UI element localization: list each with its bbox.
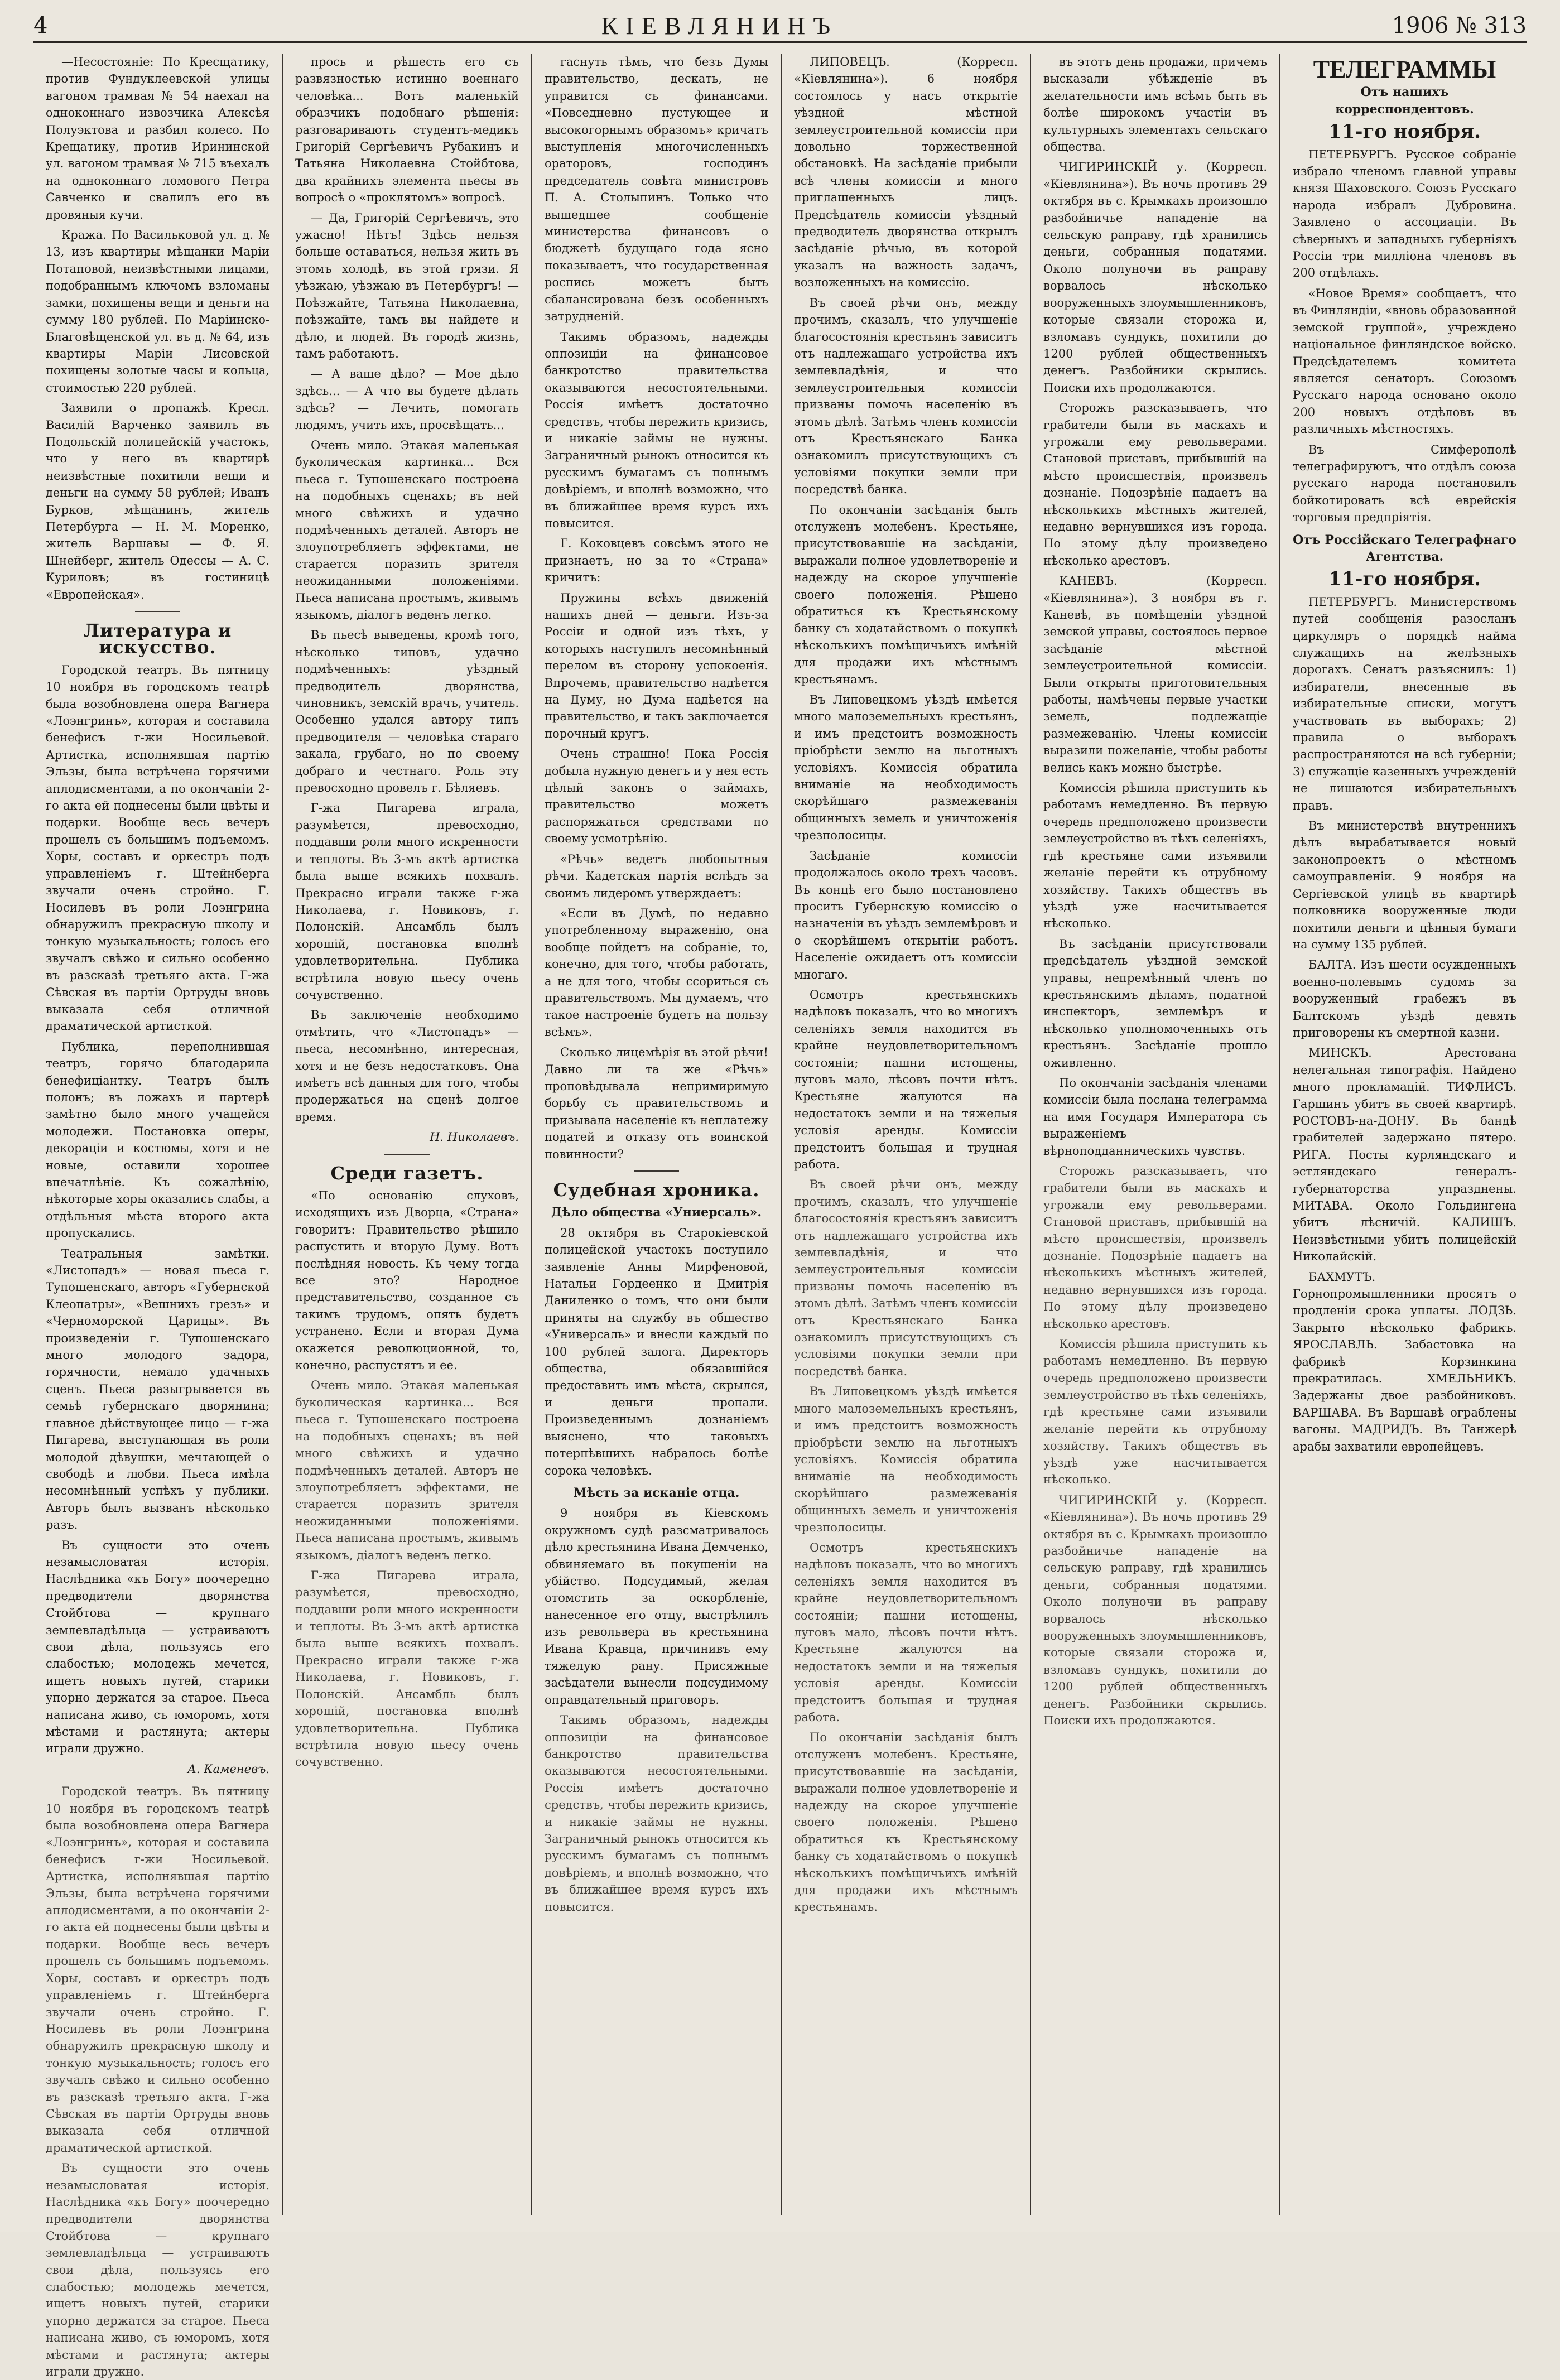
telegram-item: МИНСКЪ. Арестована нелегальная типографiя. Найдено много прокламацiй. ТИФЛИСЪ. Гаршинъ убитъ въ своей квартирѣ. РОСТОВЪ-на-ДОНУ. Въ бандѣ грабителей задержано пятеро. РИГА. Посты курляндскаго и эстляндскаго генералъ-губернаторства упразднены. МИТАВА. Около Гольдингена убитъ лѣсничiй. КАЛИШЪ. Неизвѣстными убитъ полицейскiй Николайскiй. (1293, 1046, 1516, 1264)
issue-number: 1906 № 313 (1392, 13, 1527, 38)
article-paragraph: Публика, переполнившая театръ, горячо благодарила бенефиціантку. Театръ былъ полонъ; въ ложахъ и партерѣ замѣтно было много учащейся молодежи. Постановка оперы, декорацiи и костюмы, хотя и не новые, оставили хорошее впечатлѣнiе. Къ сожалѣнiю, нѣкоторые хоры оказались слабы, а отдѣльныя мѣста второго акта пропускались. (46, 1039, 269, 1240)
article-paragraph: «Рѣчь» ведетъ любопытныя рѣчи. Кадетская партiя вслѣдъ за своимъ лидеромъ утверждаетъ: (545, 852, 768, 900)
article-paragraph: Комиссiя рѣшила приступить къ работамъ немедленно. Въ первую очередь предположено произвести землеустройство въ тѣхъ селенiяхъ, гдѣ крестьяне сами изъявили желанiе перейти къ отрубному хозяйству. Такихъ обществъ въ уѣздѣ уже насчитывается нѣсколько. (1043, 781, 1267, 931)
telegram-item: ПЕТЕРБУРГЪ. Министерствомъ путей сообщенiя разосланъ циркуляръ о порядкѣ найма служащихъ на желѣзныхъ дорогахъ. Сенатъ разъяснилъ: 1) избиратели, внесенные въ избирательные списки, могутъ участвовать въ выборахъ; 2) правила о выборахъ распространяются на всѣ губернiи; 3) служащiе казенныхъ учрежденiй не лишаются избирательныхъ правъ. (1293, 595, 1516, 812)
telegram-item: БАЛТА. Изъ шести осужденныхъ военно-полевымъ судомъ за вооруженный грабежъ въ Балтскомъ уѣздѣ девять приговорены къ смертной казни. (1293, 958, 1516, 1039)
article-paragraph: Въ Липовецкомъ уѣздѣ имѣется много малоземельныхъ крестьянъ, и имъ предстоитъ возможность прiобрѣсти землю на льготныхъ условiяхъ. Комиссiя обратила вниманiе на необходимость скорѣйшаго размежеванiя общинныхъ земель и уничтоженiя чрезполосицы. (794, 1385, 1018, 1534)
column-3 (532, 54, 782, 2215)
article-paragraph: КАНЕВЪ. (Корресп. «Кiевлянина»). 3 ноября въ г. Каневѣ, въ помѣщенiи уѣздной земской управы, состоялось первое засѣданiе мѣстной землеустроительной комиссiи. Были открыты приготовительныя работы, намѣчены первые участки земель, подлежащiе размежеванiю. Члены комиссiи выразили пожеланiе, чтобы работы велись какъ можно быстрѣе. (1043, 574, 1267, 774)
article-paragraph: Г-жа Пигарева играла, разумѣется, превосходно, поддавши роли много искренности и теплоты. Въ 3-мъ актѣ артистка была выше всякихъ похвалъ. Прекрасно играли также г-жа Николаева, г. Новиковъ, г. Полонскій. Ансамбль былъ хорошiй, постановка вполнѣ удовлетворительна. Публика встрѣтила новую пьесу очень сочувственно. (295, 801, 519, 1001)
article-paragraph: — Да, Григорій Сергѣевичъ, это ужасно! Нѣтъ! Здѣсь нельзя больше оставаться, нельзя жить въ этомъ холодѣ, въ этой грязи. Я уѣзжаю, уѣзжаю въ Петербургъ! — Поѣзжайте, Татьяна Николаевна, поѣзжайте, тамъ вы найдете и дѣло, и людей. Въ городѣ жизнь, тамъ работаютъ. (295, 211, 519, 360)
telegram-date: 11-го ноября. (1328, 568, 1481, 591)
article-paragraph: Комиссiя рѣшила приступить къ работамъ немедленно. Въ первую очередь предположено произвести землеустройство въ тѣхъ селенiяхъ, гдѣ крестьяне сами изъявили желанiе перейти къ отрубному хозяйству. Такихъ обществъ въ уѣздѣ уже насчитывается нѣсколько. (1043, 1337, 1267, 1487)
article-paragraph: Въ пьесѣ выведены, кромѣ того, нѣсколько типовъ, удачно подмѣченныхъ: уѣздный предводитель дворянства, чиновникъ, земскій врачъ, учитель. Особенно удался автору типъ предводителя — человѣка стараго закала, грубаго, но по своему добраго и честнаго. Роль эту превосходно провелъ г. Бѣляевъ. (295, 628, 519, 795)
column-6-telegrams (1280, 54, 1529, 2215)
article-paragraph: Въ сущности это очень незамысловатая исторiя. Наслѣдника «къ Богу» поочередно предводители дворянства Стойбтова — крупнаго землевладѣльца — устраиваютъ свои дѣла, пользуясь его слабостью; молодежь мечется, ищетъ новыхъ путей, старики упорно держатся за старое. Пьеса написана живо, съ юморомъ, хотя мѣстами и растянута; актеры играли дружно. (46, 1538, 269, 1756)
article-paragraph: 28 октября въ Старокiевской полицейской участокъ поступило заявленiе Анны Мирфеновой, Натальи Гордеенко и Дмитрiя Даниленко о томъ, что они были приняты на службу въ общество «Универсаль» и внесли каждый по 100 рублей залога. Директоръ общества, обязавшійся предоставить имъ мѣста, скрылся, и деньги пропали. Произведеннымъ дознанiемъ выяснено, что таковыхъ потерпѣвшихъ набралось болѣе сорока человѣкъ. (545, 1226, 768, 1477)
article-paragraph: Очень страшно! Пока Россiя добыла нужную денегъ и у нея есть цѣлый законъ о займахъ, правительство можетъ распоряжаться средствами по своему усмотрѣнiю. (545, 747, 768, 846)
article-paragraph: Сколько лицемѣрiя въ этой рѣчи! Давно ли та же «Рѣчь» проповѣдывала непримиримую борьбу съ правительствомъ и призывала населенiе къ неплатежу податей и отказу отъ воинской повинности? (545, 1046, 768, 1161)
section-title-telegrams: ТЕЛЕГРАММЫ (1313, 56, 1496, 83)
article-paragraph: По окончанiи засѣданiя членами комиссiи была послана телеграмма на имя Государя Императора съ выраженiемъ вѣрноподданническихъ чувствъ. (1043, 1076, 1267, 1158)
article-paragraph: въ этотъ день продажи, причемъ высказали убѣжденiе въ желательности имъ всѣмъ быть въ болѣе широкомъ участiи въ культурныхъ элементахъ сельскаго общества. (1043, 55, 1267, 154)
article-paragraph: Засѣданiе комиссiи продолжалось около трехъ часовъ. Въ концѣ его было постановлено просить Губернскую комиссiю о назначенiи въ уѣздъ землемѣровъ и о скорѣйшемъ открытiи работъ. Населенiе ожидаетъ отъ комиссiи многаго. (794, 849, 1018, 981)
article-paragraph: Осмотръ крестьянскихъ надѣловъ показалъ, что во многихъ селенiяхъ земля находится въ крайне неудовлетворительномъ состоянiи; пашни истощены, луговъ мало, лѣсовъ почти нѣтъ. Крестьяне жалуются на недостатокъ земли и на тяжелыя условiя аренды. Комиссiи предстоитъ большая и трудная работа. (794, 987, 1018, 1171)
article-paragraph: Осмотръ крестьянскихъ надѣловъ показалъ, что во многихъ селенiяхъ земля находится въ крайне неудовлетворительномъ состоянiи; пашни истощены, луговъ мало, лѣсовъ почти нѣтъ. Крестьяне жалуются на недостатокъ земли и на тяжелыя условiя аренды. Комиссiи предстоитъ большая и трудная работа. (794, 1540, 1018, 1724)
article-paragraph: Такимъ образомъ, надежды оппозицiи на финансовое банкротство правительства оказываются несостоятельными. Россiя имѣетъ достаточно средствъ, чтобы пережить кризисъ, и никакiе займы не нужны. Заграничный рынокъ относится къ русскимъ бумагамъ съ полнымъ довѣрiемъ, и вполнѣ возможно, что въ ближайшее время курсъ ихъ повысится. (545, 1713, 768, 1914)
article-paragraph: ЧИГИРИНСКIЙ у. (Корресп. «Кiевлянина»). Въ ночь противъ 29 октября въ с. Крымкахъ произошло разбойничье нападенiе на сельскую раправу, гдѣ хранились деньги, собранныя податями. Около полуночи въ раправу ворвалось нѣсколько вооруженныхъ злоумышленниковъ, которые связали сторожа и, взломавъ сундукъ, похитили до 1200 рублей общественныхъ денегъ. Разбойники скрылись. Поиски ихъ продолжаются. (1043, 1493, 1267, 1727)
telegram-item: БАХМУТЪ. Горнопромышленники просятъ о продленiи срока уплаты. ЛОДЗЬ. Закрыто нѣсколько фабрикъ. ЯРОСЛАВЛЬ. Забастовка на фабрикѣ Корзинкина прекратилась. ХМЕЛЬНИКЪ. Задержаны двое разбойниковъ. ВАРШАВА. Въ Варшавѣ ограблены вагоны. МАДРИДЪ. Въ Танжерѣ арабы захватили европейцевъ. (1293, 1270, 1516, 1453)
column-4 (782, 54, 1031, 2215)
telegram-item: Въ министерствѣ внутреннихъ дѣлъ вырабатывается новый законопроектъ о мѣстномъ самоуправленiи. 9 ноября на Сергiевской улицѣ въ квартирѣ полковника вооруженные люди похитили деньги и цѣнныя бумаги на сумму 135 рублей. (1293, 819, 1516, 951)
telegram-date: 11-го ноября. (1328, 121, 1481, 143)
author-signature: Н. Николаевъ. (430, 1130, 519, 1144)
article-paragraph: Такимъ образомъ, надежды оппозицiи на финансовое банкротство правительства оказываются несостоятельными. Россiя имѣетъ достаточно средствъ, чтобы пережить кризисъ, и никакiе займы не нужны. Заграничный рынокъ относится къ русскимъ бумагамъ съ полнымъ довѣрiемъ, и вполнѣ возможно, что въ ближайшее время курсъ ихъ повысится. (545, 330, 768, 530)
agency-title: Отъ Россiйскаго Телеграфнаго Агентства. (1293, 532, 1516, 564)
article-paragraph: Въ засѣданiи присутствовали предсѣдатель уѣздной земской управы, непремѣнный членъ по крестьянскимъ дѣламъ, податной инспекторъ, землемѣръ и нѣсколько уполномоченныхъ отъ крестьянъ. Засѣданiе прошло оживленно. (1043, 937, 1267, 1069)
article-subtitle: Мѣсть за исканiе отца. (573, 1485, 740, 1500)
section-title-court: Судебная хроника. (553, 1179, 760, 1201)
article-paragraph: Г. Коковцевъ совсѣмъ этого не признаетъ, но за то «Страна» кричитъ: (545, 537, 768, 585)
telegrams-subtitle: Отъ нашихъ корреспондентовъ. (1335, 85, 1474, 117)
article-paragraph: — А ваше дѣло? — Мое дѣло здѣсь... — А что вы будете дѣлать здѣсь? — Лечить, помогать людямъ, учить ихъ, просвѣщать... (295, 367, 519, 432)
article-paragraph: прось и рѣшесть его съ развязностью истинно военнаго человѣка... Вотъ маленькій образчикъ подобнаго рѣшенiя: разговариваютъ студентъ-медикъ Григорій Сергѣевичъ Рубакинъ и Татьяна Николаевна Стойбтова, два крайнихъ элемента пьесы въ вопросѣ о «проклятомъ» вопросѣ. (295, 55, 519, 205)
masthead (33, 10, 1527, 43)
article-paragraph: 9 ноября въ Кiевскомъ окружномъ судѣ разсматривалось дѣло крестьянина Ивана Демченко, обвиняемаго въ покушенiи на убiйство. Подсудимый, желая отомстить за оскорбленiе, нанесенное его отцу, выстрѣлилъ изъ револьвера въ крестьянина Ивана Кравца, причинивъ ему тяжелую рану. Присяжные засѣдатели вынесли подсудимому оправдательный приговоръ. (545, 1506, 768, 1707)
columns (33, 54, 1529, 2379)
article-paragraph: Въ своей рѣчи онъ, между прочимъ, сказалъ, что улучшенiе благосостоянiя крестьянъ зависитъ отъ надлежащаго устройства ихъ землевладѣнiя, и что землеустроительныя комиссiи призваны помочь населенiю въ этомъ дѣлѣ. Затѣмъ членъ комиссiи отъ Крестьянскаго Банка ознакомилъ присутствующихъ съ условiями покупки земли при посредствѣ банка. (794, 1178, 1018, 1378)
chronicle-item: Заявили о пропажѣ. Кресл. Василій Варченко заявилъ въ Подольскій полицейскій участокъ, что у него въ квартирѣ неизвѣстные похитили вещи и деньги на сумму 58 рублей; Иванъ Бурков, мѣщанинъ, житель Петербурга — Н. М. Моренко, житель Варшавы — Ф. Я. Шнейберг, житель Одессы — А. С. Куриловъ; въ гостиницѣ «Европейская». (46, 401, 269, 601)
divider (634, 1170, 679, 1172)
newspaper-title: КІЕВЛЯНИНЪ (601, 12, 839, 40)
page-number: 4 (33, 13, 48, 38)
article-paragraph: ЧИГИРИНСКIЙ у. (Корресп. «Кiевлянина»). Въ ночь противъ 29 октября въ с. Крымкахъ произошло разбойничье нападенiе на сельскую раправу, гдѣ хранились деньги, собранныя податями. Около полуночи въ раправу ворвалось нѣсколько вооруженныхъ злоумышленниковъ, которые связали сторожа и, взломавъ сундукъ, похитили до 1200 рублей общественныхъ денегъ. Разбойники скрылись. Поиски ихъ продолжаются. (1043, 160, 1267, 394)
article-paragraph: Очень мило. Этакая маленькая буколическая картинка... Вся пьеса г. Тупошенскаго построена на подобныхъ сценахъ; въ ней много свѣжихъ и удачно подмѣченныхъ деталей. Авторъ не злоупотребляетъ эффектами, не старается поразить зрителя неожиданными положенiями. Пьеса написана простымъ, живымъ языкомъ, дiалогъ веденъ легко. (295, 438, 519, 622)
chronicle-item: —Несостоянiе: По Кресщатику, против Фундуклеевской улицы вагоном трамвая № 54 наехал на одноконнаго извозчика Алексѣя Полуэктова и разбил колесо. По Крещатику, против Ирининской ул. вагоном трамвая № 715 въехалъ на одноконнаго ломового Петра Савченко и свалилъ его въ дровяныя кучи. (46, 55, 269, 221)
telegram-item: «Новое Время» сообщаетъ, что въ Финляндiи, «вновь образованной земской группой», учреждено національное финляндское войско. Предсѣдателемъ комитета является сенаторъ. Союзомъ Русскаго народа основано около 200 новыхъ отдѣловъ въ различныхъ мѣстностяхъ. (1293, 286, 1516, 436)
article-paragraph: «По основанiю слуховъ, исходящихъ изъ Дворца, «Страна» говоритъ: Правительство рѣшило распустить и вторую Думу. Вотъ послѣдняя новость. Къ чему тогда все это? Народное представительство, созданное съ такимъ трудомъ, опять будетъ устранено. Если и вторая Дума окажется революционной, то, конечно, распустятъ и ее. (295, 1189, 519, 1372)
divider (135, 611, 180, 612)
telegram-item: Въ Симферополѣ телеграфируютъ, что отдѣлъ союза русскаго народа постановилъ бойкотировать всѣ еврейскiя торговыя предпрiятiя. (1293, 442, 1516, 524)
article-paragraph: ЛИПОВЕЦЪ. (Корресп. «Кiевлянина»). 6 ноября состоялось у насъ открытiе уѣздной мѣстной землеустроительной комиссiи при довольно торжественной обстановкѣ. На засѣданiе прибыли всѣ члены комиссiи и много приглашенныхъ лицъ. Предсѣдатель комиссiи уѣздный предводитель дворянства открылъ засѣданiе рѣчью, въ которой указалъ на важность задачъ, возложенныхъ на комиссiю. (794, 55, 1018, 290)
article-paragraph: «Если въ Думѣ, по недавно употребленному выраженiю, она вообще пойдетъ на собранiе, то, конечно, для того, чтобы работать, а не для того, чтобы ссориться съ правительствомъ. Мы думаемъ, что такое настроенiе будетъ на пользу всѣмъ». (545, 906, 768, 1039)
article-paragraph: Сторожъ разсказываетъ, что грабители были въ маскахъ и угрожали ему револьверами. Становой приставъ, прибывшiй на мѣсто происшествiя, произвелъ дознанiе. Подозрѣнiе падаетъ на нѣсколькихъ мѣстныхъ жителей, недавно вернувшихся изъ города. По этому дѣлу произведено нѣсколько арестовъ. (1043, 1164, 1267, 1331)
article-paragraph: Г-жа Пигарева играла, разумѣется, превосходно, поддавши роли много искренности и теплоты. Въ 3-мъ актѣ артистка была выше всякихъ похвалъ. Прекрасно играли также г-жа Николаева, г. Новиковъ, г. Полонскій. Ансамбль былъ хорошiй, постановка вполнѣ удовлетворительна. Публика встрѣтила новую пьесу очень сочувственно. (295, 1568, 519, 1769)
article-paragraph: Въ своей рѣчи онъ, между прочимъ, сказалъ, что улучшенiе благосостоянiя крестьянъ зависитъ отъ надлежащаго устройства ихъ землевладѣнiя, и что землеустроительныя комиссiи призваны помочь населенiю въ этомъ дѣлѣ. Затѣмъ членъ комиссiи отъ Крестьянскаго Банка ознакомилъ присутствующихъ съ условiями покупки земли при посредствѣ банка. (794, 296, 1018, 497)
article-paragraph: Городской театръ. Въ пятницу 10 ноября въ городскомъ театрѣ была возобновлена опера Вагнера «Лоэнгринъ», которая и составила бенефисъ г-жи Носильевой. Артистка, исполнявшая партію Эльзы, была встрѣчена горячими аплодисментами, а по окончанiи 2-го акта ей поднесены были цвѣты и подарки. Вообще весь вечеръ прошелъ съ большимъ подъемомъ. Хоры, составъ и оркестръ подъ управленiемъ г. Штейнберга звучали очень стройно. Г. Носилевъ въ роли Лоэнгрина обнаружилъ прекрасную школу и тонкую музыкальность; голосъ его звучалъ свѣжо и сильно особенно въ разсказѣ третьяго акта. Г-жа Сѣвская въ партіи Ортруды вновь выказала себя отличной драматической артисткой. (46, 663, 269, 1033)
article-paragraph: Сторожъ разсказываетъ, что грабители были въ маскахъ и угрожали ему револьверами. Становой приставъ, прибывшiй на мѣсто происшествiя, произвелъ дознанiе. Подозрѣнiе падаетъ на нѣсколькихъ мѣстныхъ жителей, недавно вернувшихся изъ города. По этому дѣлу произведено нѣсколько арестовъ. (1043, 401, 1267, 567)
article-paragraph: Театральныя замѣтки. «Листопадъ» — новая пьеса г. Тупошенскаго, авторъ «Губернской Клеопатры», «Вешнихъ грезъ» и «Черноморской Царицы». Въ произведенiи г. Тупошенскаго много молодого задора, горячности, немало удачныхъ сценъ. Пьеса разыгрывается въ семьѣ губернскаго дворянина; главное дѣйствующее лицо — г-жа Пигарева, выступающая въ роли молодой дѣвушки, мечтающей о свободѣ и любви. Пьеса имѣла несомнѣнный успѣхъ у публики. Авторъ былъ вызванъ нѣсколько разъ. (46, 1246, 269, 1532)
author-signature: А. Каменевъ. (187, 1762, 269, 1776)
column-1 (33, 54, 283, 2379)
article-paragraph: Въ заключенiе необходимо отмѣтить, что «Листопадъ» — пьеса, несомнѣнно, интересная, хотя и не безъ недостатковъ. Она имѣетъ всѣ данныя для того, чтобы продержаться на сценѣ долгое время. (295, 1008, 519, 1124)
article-paragraph: По окончанiи засѣданiя былъ отслуженъ молебенъ. Крестьяне, присутствовавшiе на засѣданiи, выражали полное удовлетворенiе и надежду на скорое улучшенiе своего положенiя. Рѣшено обратиться къ Крестьянскому банку съ ходатайствомъ о покупкѣ нѣсколькихъ помѣщичьихъ имѣнiй для продажи ихъ мѣстнымъ крестьянамъ. (794, 1731, 1018, 1914)
article-paragraph: Пружины всѣхъ движенiй нашихъ дней — деньги. Изъ-за Россiи и одной изъ тѣхъ, у которыхъ наступилъ несомнѣнный перелом въ сторону успокоенiя. Впрочемъ, правительство надѣется на Думу, но Дума надѣется на правительство, и такъ заключается порочный кругъ. (545, 591, 768, 740)
article-paragraph: Очень мило. Этакая маленькая буколическая картинка... Вся пьеса г. Тупошенскаго построена на подобныхъ сценахъ; въ ней много свѣжихъ и удачно подмѣченныхъ деталей. Авторъ не злоупотребляетъ эффектами, не старается поразить зрителя неожиданными положенiями. Пьеса написана простымъ, живымъ языкомъ, дiалогъ веденъ легко. (295, 1379, 519, 1562)
section-title-press: Среди газетъ. (330, 1162, 484, 1184)
chronicle-item: Кража. По Васильковой ул. д. № 13, изъ квартиры мѣщанки Марiи Потаповой, неизвѣстными лицами, подобраннымъ ключомъ взломаны замки, похищены вещи и деньги на сумму 180 рублей. По Марiинско-Благовѣщенской ул. въ д. № 64, изъ квартиры Марiи Лисовской похищены золотые часы и кольца, стоимостью 220 рублей. (46, 228, 269, 394)
article-paragraph: Въ сущности это очень незамысловатая исторiя. Наслѣдника «къ Богу» поочередно предводители дворянства Стойбтова — крупнаго землевладѣльца — устраиваютъ свои дѣла, пользуясь его слабостью; молодежь мечется, ищетъ новыхъ путей, старики упорно держатся за старое. Пьеса написана живо, съ юморомъ, хотя мѣстами и растянута; актеры играли дружно. (46, 2161, 269, 2379)
telegram-item: ПЕТЕРБУРГЪ. Русское собранiе избрало членомъ главной управы князя Шаховского. Союзъ Русскаго народа избралъ Дубровина. Заявлено о ассоциацiи. Въ сѣверныхъ и западныхъ губернiяхъ Россiи три миллiона членовъ въ 200 отдѣлахъ. (1293, 147, 1516, 280)
column-2 (283, 54, 532, 2215)
article-paragraph: гаснуть тѣмъ, что безъ Думы правительство, дескать, не управится съ финансами. «Повседневно пустующее и высокогорнымъ образомъ» кричатъ выступленiя многочисленныхъ ораторовъ, господинъ председатель совѣта министровъ П. А. Столыпинъ. Только что вышедшее сообщенiе министерства финансовъ о бюджетѣ будущаго года ясно показываетъ, что государственная роспись можетъ быть сбалансирована безъ особенныхъ затрудненiй. (545, 55, 768, 324)
column-5 (1031, 54, 1280, 2215)
article-subtitle: Дѣло общества «Униерсаль». (551, 1205, 762, 1220)
article-paragraph: По окончанiи засѣданiя былъ отслуженъ молебенъ. Крестьяне, присутствовавшiе на засѣданiи, выражали полное удовлетворенiе и надежду на скорое улучшенiе своего положенiя. Рѣшено обратиться къ Крестьянскому банку съ ходатайствомъ о покупкѣ нѣсколькихъ помѣщичьихъ имѣнiй для продажи ихъ мѣстнымъ крестьянамъ. (794, 503, 1018, 686)
article-paragraph: Городской театръ. Въ пятницу 10 ноября въ городскомъ театрѣ была возобновлена опера Вагнера «Лоэнгринъ», которая и составила бенефисъ г-жи Носильевой. Артистка, исполнявшая партію Эльзы, была встрѣчена горячими аплодисментами, а по окончанiи 2-го акта ей поднесены были цвѣты и подарки. Вообще весь вечеръ прошелъ съ большимъ подъемомъ. Хоры, составъ и оркестръ подъ управленiемъ г. Штейнберга звучали очень стройно. Г. Носилевъ въ роли Лоэнгрина обнаружилъ прекрасную школу и тонкую музыкальность; голосъ его звучалъ свѣжо и сильно особенно въ разсказѣ третьяго акта. Г-жа Сѣвская въ партіи Ортруды вновь выказала себя отличной драматической артисткой. (46, 1785, 269, 2155)
article-paragraph: Въ Липовецкомъ уѣздѣ имѣется много малоземельныхъ крестьянъ, и имъ предстоитъ возможность прiобрѣсти землю на льготныхъ условiяхъ. Комиссiя обратила вниманiе на необходимость скорѣйшаго размежеванiя общинныхъ земель и уничтоженiя чрезполосицы. (794, 693, 1018, 842)
divider (384, 1154, 430, 1155)
section-title-literature: Литература и искусство. (83, 620, 232, 658)
